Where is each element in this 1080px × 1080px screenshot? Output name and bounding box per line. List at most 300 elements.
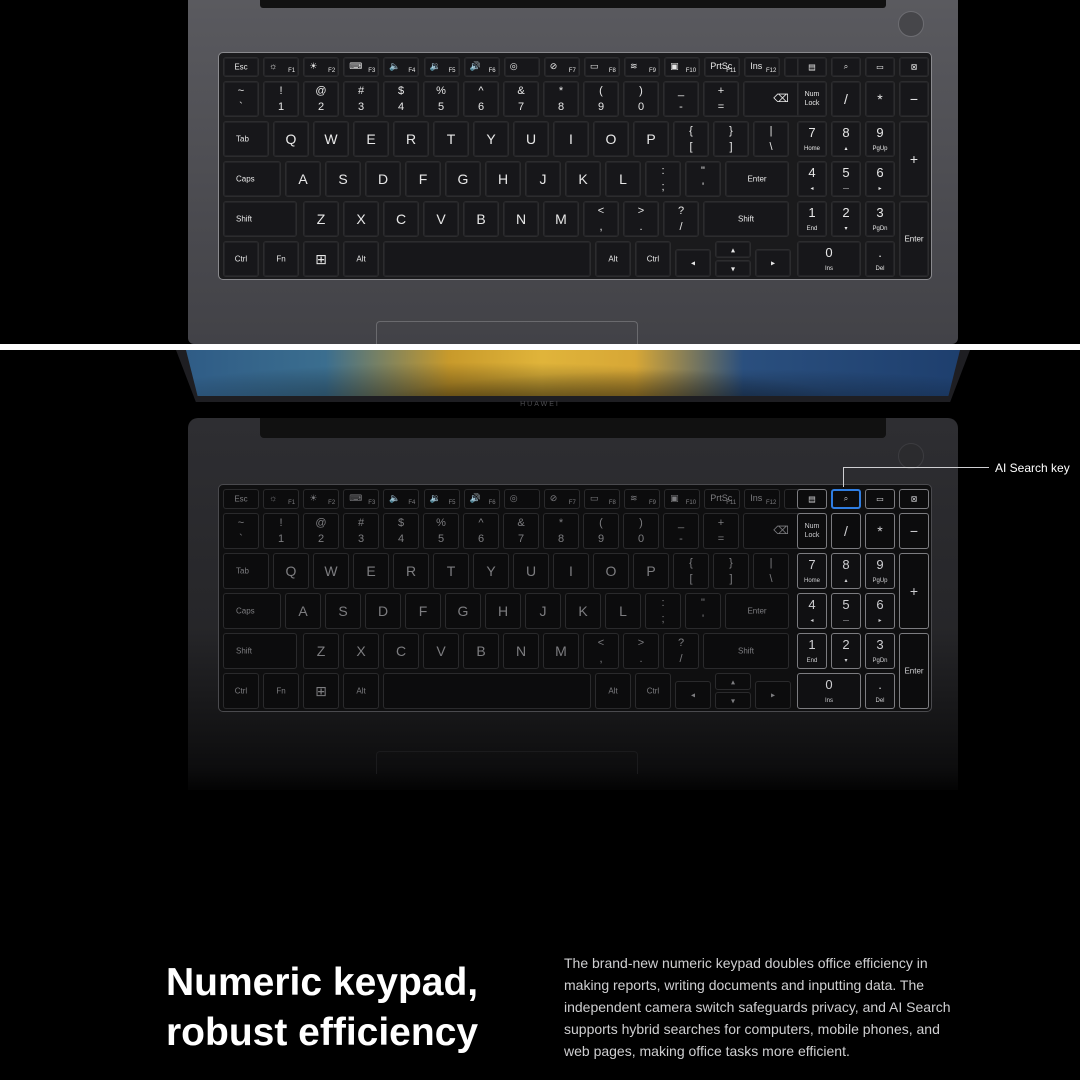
key-symbol[interactable] [645,593,681,629]
key-secondary: Home [803,578,820,584]
key-n[interactable] [503,633,539,669]
windows-icon: ⊞ [315,251,327,267]
key-number-row[interactable] [583,513,619,549]
key-label: H [497,171,509,187]
numpad-enter-key[interactable] [899,201,929,277]
key-p[interactable] [633,121,669,157]
key-f8[interactable] [544,57,580,77]
key-m[interactable] [543,201,579,237]
key-d[interactable] [365,593,401,629]
key-j[interactable] [525,161,561,197]
spacebar[interactable] [383,673,591,709]
key-r[interactable] [393,553,429,589]
numpad-7-key[interactable] [797,121,827,157]
key-a[interactable] [285,161,321,197]
key-d[interactable] [365,161,401,197]
key-symbol[interactable] [663,633,699,669]
arrow-up-key[interactable] [715,673,751,690]
left-shift-key[interactable] [223,633,297,669]
top-keyboard-photo [0,0,1080,344]
mute-key[interactable] [899,489,929,509]
fn-number: F3 [368,68,376,74]
key-number-row[interactable] [543,81,579,117]
key-char: , [599,653,603,665]
left-alt-key[interactable] [343,241,379,277]
key-f6[interactable] [464,57,500,77]
fn-number: F2 [328,68,336,74]
right-alt-key[interactable] [595,241,631,277]
fn-number: F12 [765,68,777,74]
left-shift-key[interactable] [223,201,297,237]
numpad-0-key[interactable] [797,241,861,277]
numpad-4-key[interactable] [797,161,827,197]
key-number: . [878,245,882,260]
key-label: Enter [747,606,767,616]
numpad-slash-key[interactable] [831,81,861,117]
fn-key[interactable] [263,673,299,709]
key-symbol[interactable] [645,161,681,197]
key-symbol[interactable] [685,593,721,629]
key-char: 7 [517,533,525,545]
fn-number: F9 [648,68,656,74]
key-char: 5 [437,533,445,545]
key-label: M [555,643,567,659]
tab-key[interactable] [223,553,269,589]
key-a[interactable] [285,593,321,629]
key-f11[interactable] [664,57,700,77]
key-e[interactable] [353,121,389,157]
key-shift-char: " [701,165,705,177]
key-x[interactable] [343,201,379,237]
key-number-row[interactable] [463,513,499,549]
key-secondary: PgDn [872,226,888,232]
arrow-up-icon: ▴ [730,677,735,686]
key-char: ] [729,573,733,585]
numpad-8-key[interactable] [831,121,861,157]
key-f10[interactable] [624,57,660,77]
key-j[interactable] [525,593,561,629]
key-p[interactable] [633,553,669,589]
key-ins[interactable] [744,489,780,509]
numpad-5-key[interactable] [831,161,861,197]
tab-key[interactable] [223,121,269,157]
key-number: 9 [876,557,884,572]
key-v[interactable] [423,633,459,669]
key-f9[interactable] [584,57,620,77]
key-b[interactable] [463,201,499,237]
power-button-icon [898,11,924,37]
key-f11[interactable] [664,489,700,509]
key-f7[interactable] [504,57,540,77]
key-secondary: Del [875,266,885,272]
key-f4[interactable] [383,57,419,77]
key-f7[interactable] [504,489,540,509]
enter-key[interactable] [725,593,789,629]
arrow-right-key[interactable] [755,681,791,709]
key-label: R [405,131,417,147]
key-symbol[interactable] [713,553,749,589]
left-alt-key[interactable] [343,673,379,709]
ai-search-key[interactable] [831,489,861,509]
key-label: / [844,91,848,107]
key-char: 5 [437,101,445,113]
numpad-star-key[interactable] [865,513,895,549]
key-s[interactable] [325,161,361,197]
windows-icon: ⊞ [315,683,327,699]
arrow-left-key[interactable] [675,249,711,277]
key-label: C [395,211,407,227]
right-ctrl-key[interactable] [635,673,671,709]
key-h[interactable] [485,161,521,197]
key-esc[interactable] [223,489,259,509]
key-number-row[interactable] [583,81,619,117]
key-u[interactable] [513,553,549,589]
key-symbol[interactable] [663,201,699,237]
key-number-row[interactable] [263,81,299,117]
camera-off-icon: ⊠ [910,494,918,504]
key-f[interactable] [405,161,441,197]
key-w[interactable] [313,553,349,589]
numpad-9-key[interactable] [865,553,895,589]
key-number-row[interactable] [343,513,379,549]
key-f2[interactable] [303,489,339,509]
right-shift-key[interactable] [703,201,789,237]
fn-number: F7 [568,68,576,74]
key-symbol[interactable] [583,633,619,669]
key-f6[interactable] [464,489,500,509]
key-shift-char: ~ [237,85,245,97]
key-f3[interactable] [343,489,379,509]
key-e[interactable] [353,553,389,589]
key-number-row[interactable] [383,513,419,549]
key-label: V [436,211,446,227]
numpad-5-key[interactable] [831,593,861,629]
key-shift-char: : [661,597,665,609]
key-u[interactable] [513,121,549,157]
numpad-2-key[interactable] [831,633,861,669]
left-ctrl-key[interactable] [223,673,259,709]
key-number-row[interactable] [303,81,339,117]
numpad-minus-key[interactable] [899,81,929,117]
key-h[interactable] [485,593,521,629]
key-t[interactable] [433,121,469,157]
key-label: S [338,603,348,619]
arrow-up-key[interactable] [715,241,751,258]
trackpad [376,751,638,774]
key-label: Alt [356,254,366,264]
key-number-row[interactable] [543,513,579,549]
power-button-icon [898,443,924,469]
key-label: Ctrl [234,686,248,696]
key-shift-char: * [558,517,564,529]
key-label: − [909,91,919,107]
numlock-key[interactable] [797,513,827,549]
numpad-6-key[interactable] [865,593,895,629]
key-shift-char: @ [315,517,327,529]
key-char: ` [239,533,243,545]
key-i[interactable] [553,121,589,157]
ins-icon: Ins [750,493,763,503]
prtsc-icon: PrtSc [710,493,733,503]
key-char: 6 [477,101,485,113]
spacebar[interactable] [383,241,591,277]
key-shift-char: & [517,85,525,97]
key-prtsc[interactable] [704,57,740,77]
key-y[interactable] [473,121,509,157]
key-k[interactable] [565,161,601,197]
key-label: W [324,563,338,579]
key-char: 8 [557,533,565,545]
key-f1[interactable] [263,57,299,77]
fn-number: F6 [488,68,496,74]
fn-number: F7 [568,500,576,506]
key-label: Fn [276,686,286,696]
caps-key[interactable] [223,593,281,629]
key-z[interactable] [303,633,339,669]
key-label: S [338,171,348,187]
key-f4[interactable] [383,489,419,509]
key-char: 3 [357,533,365,545]
key-label: M [555,211,567,227]
key-f1[interactable] [263,489,299,509]
key-w[interactable] [313,121,349,157]
key-symbol[interactable] [753,121,789,157]
key-b[interactable] [463,633,499,669]
numpad-3-key[interactable] [865,201,895,237]
key-label: N [515,211,527,227]
key-f3[interactable] [343,57,379,77]
numpad-dot-key[interactable] [865,241,895,277]
numpad-0-key[interactable] [797,673,861,709]
key-symbol[interactable] [753,553,789,589]
key-o[interactable] [593,553,629,589]
fn-number: F4 [408,500,416,506]
arrow-right-key[interactable] [755,249,791,277]
key-f10[interactable] [624,489,660,509]
key-number-row[interactable] [263,513,299,549]
numpad-1-key[interactable] [797,201,827,237]
key-shift-char: % [436,85,446,97]
key-q[interactable] [273,553,309,589]
key-n[interactable] [503,201,539,237]
f11-icon: ▣ [670,61,679,71]
key-char: 9 [597,101,605,113]
arrow-down-key[interactable] [715,692,751,709]
key-number-row[interactable] [423,81,459,117]
key-f[interactable] [405,593,441,629]
key-number: 4 [808,165,816,180]
key-number-row[interactable] [383,81,419,117]
arrow-right-icon: ▸ [770,258,775,268]
numpad-plus-key[interactable] [899,121,929,197]
windows-key[interactable] [303,241,339,277]
arrow-left-icon: ◂ [690,690,695,700]
key-symbol[interactable] [685,161,721,197]
enter-key[interactable] [725,161,789,197]
key-number-row[interactable] [663,81,699,117]
key-label: Shift [236,214,253,224]
arrow-down-key[interactable] [715,260,751,277]
left-ctrl-key[interactable] [223,241,259,277]
key-shift-char: # [357,517,365,529]
key-number-row[interactable] [663,513,699,549]
key-number-row[interactable] [623,513,659,549]
key-label: Alt [608,686,618,696]
fn-number: F4 [408,68,416,74]
camera-switch-key[interactable] [865,489,895,509]
key-number-row[interactable] [343,81,379,117]
arrow-left-key[interactable] [675,681,711,709]
key-label: R [405,563,417,579]
key-l[interactable] [605,593,641,629]
key-c[interactable] [383,201,419,237]
key-ins[interactable] [744,57,780,77]
key-char: 4 [397,533,405,545]
key-number-row[interactable] [423,513,459,549]
fn-number: F10 [685,500,697,506]
key-label: Caps [236,606,255,616]
key-o[interactable] [593,121,629,157]
arrow-down-icon: ▾ [730,696,735,705]
key-label: Shift [737,646,754,656]
key-label: C [395,643,407,659]
headline [166,958,478,1058]
key-number-row[interactable] [503,81,539,117]
key-number-row[interactable] [223,81,259,117]
key-q[interactable] [273,121,309,157]
key-label: B [476,643,486,659]
key-number-row[interactable] [303,513,339,549]
key-shift-char: $ [397,517,405,529]
key-symbol[interactable] [623,633,659,669]
windows-key[interactable] [303,673,339,709]
key-number: 1 [808,205,816,220]
bottom-keyboard-photo [0,350,1080,790]
key-z[interactable] [303,201,339,237]
key-number-row[interactable] [503,513,539,549]
key-esc[interactable] [223,57,259,77]
key-label: Ctrl [646,686,660,696]
key-label: B [476,211,486,227]
key-shift-char: ? [677,637,685,649]
key-number: 5 [842,165,850,180]
calculator-key[interactable] [797,489,827,509]
numpad-star-key[interactable] [865,81,895,117]
key-symbol[interactable] [673,553,709,589]
key-char: . [639,221,643,233]
key-number-row[interactable] [463,81,499,117]
key-g[interactable] [445,161,481,197]
key-f8[interactable] [544,489,580,509]
numpad-1-key[interactable] [797,633,827,669]
key-c[interactable] [383,633,419,669]
key-k[interactable] [565,593,601,629]
key-number-row[interactable] [703,513,739,549]
numpad-enter-key[interactable] [899,633,929,709]
right-shift-key[interactable] [703,633,789,669]
key-secondary: ▸ [878,618,882,624]
key-symbol[interactable] [673,121,709,157]
key-label: K [578,603,588,619]
key-number: 3 [876,637,884,652]
key-m[interactable] [543,633,579,669]
screen-icon: ▭ [876,494,884,504]
numpad-6-key[interactable] [865,161,895,197]
key-symbol[interactable] [583,201,619,237]
right-alt-key[interactable] [595,673,631,709]
key-f5[interactable] [424,489,460,509]
ai-search-key[interactable] [831,57,861,77]
key-t[interactable] [433,553,469,589]
right-ctrl-key[interactable] [635,241,671,277]
key-shift-char: # [357,85,365,97]
key-number-row[interactable] [703,81,739,117]
f9-icon: ▭ [589,493,599,503]
key-v[interactable] [423,201,459,237]
key-symbol[interactable] [713,121,749,157]
key-f2[interactable] [303,57,339,77]
mute-key[interactable] [899,57,929,77]
key-char: 1 [277,101,285,113]
key-label: F [418,171,428,187]
key-label: Caps [236,174,255,184]
numpad-9-key[interactable] [865,121,895,157]
key-g[interactable] [445,593,481,629]
key-f5[interactable] [424,57,460,77]
key-number-row[interactable] [623,81,659,117]
arrow-down-icon: ▾ [730,264,735,273]
numpad-8-key[interactable] [831,553,861,589]
numpad-slash-key[interactable] [831,513,861,549]
key-secondary: Del [875,698,885,704]
key-char: ' [701,181,705,193]
key-char: = [717,101,725,113]
calculator-key[interactable] [797,57,827,77]
numpad-plus-key[interactable] [899,553,929,629]
arrow-right-icon: ▸ [770,690,775,700]
key-r[interactable] [393,121,429,157]
key-s[interactable] [325,593,361,629]
numpad-7-key[interactable] [797,553,827,589]
key-x[interactable] [343,633,379,669]
fn-number: F11 [726,68,737,74]
key-y[interactable] [473,553,509,589]
caps-key[interactable] [223,161,281,197]
numpad-2-key[interactable] [831,201,861,237]
key-number: . [878,677,882,692]
key-char: - [679,101,683,113]
key-secondary: ◂ [810,186,814,192]
numpad-4-key[interactable] [797,593,827,629]
key-symbol[interactable] [623,201,659,237]
key-i[interactable] [553,553,589,589]
numpad-3-key[interactable] [865,633,895,669]
key-number-row[interactable] [223,513,259,549]
numpad-dot-key[interactable] [865,673,895,709]
key-label: K [578,171,588,187]
camera-switch-key[interactable] [865,57,895,77]
key-l[interactable] [605,161,641,197]
fn-key[interactable] [263,241,299,277]
key-prtsc[interactable] [704,489,740,509]
f5-icon: 🔉 [429,61,441,71]
key-f9[interactable] [584,489,620,509]
key-label: Z [316,643,326,659]
fn-number: F11 [726,500,737,506]
numlock-key[interactable] [797,81,827,117]
numpad-minus-key[interactable] [899,513,929,549]
key-number: 7 [808,125,816,140]
